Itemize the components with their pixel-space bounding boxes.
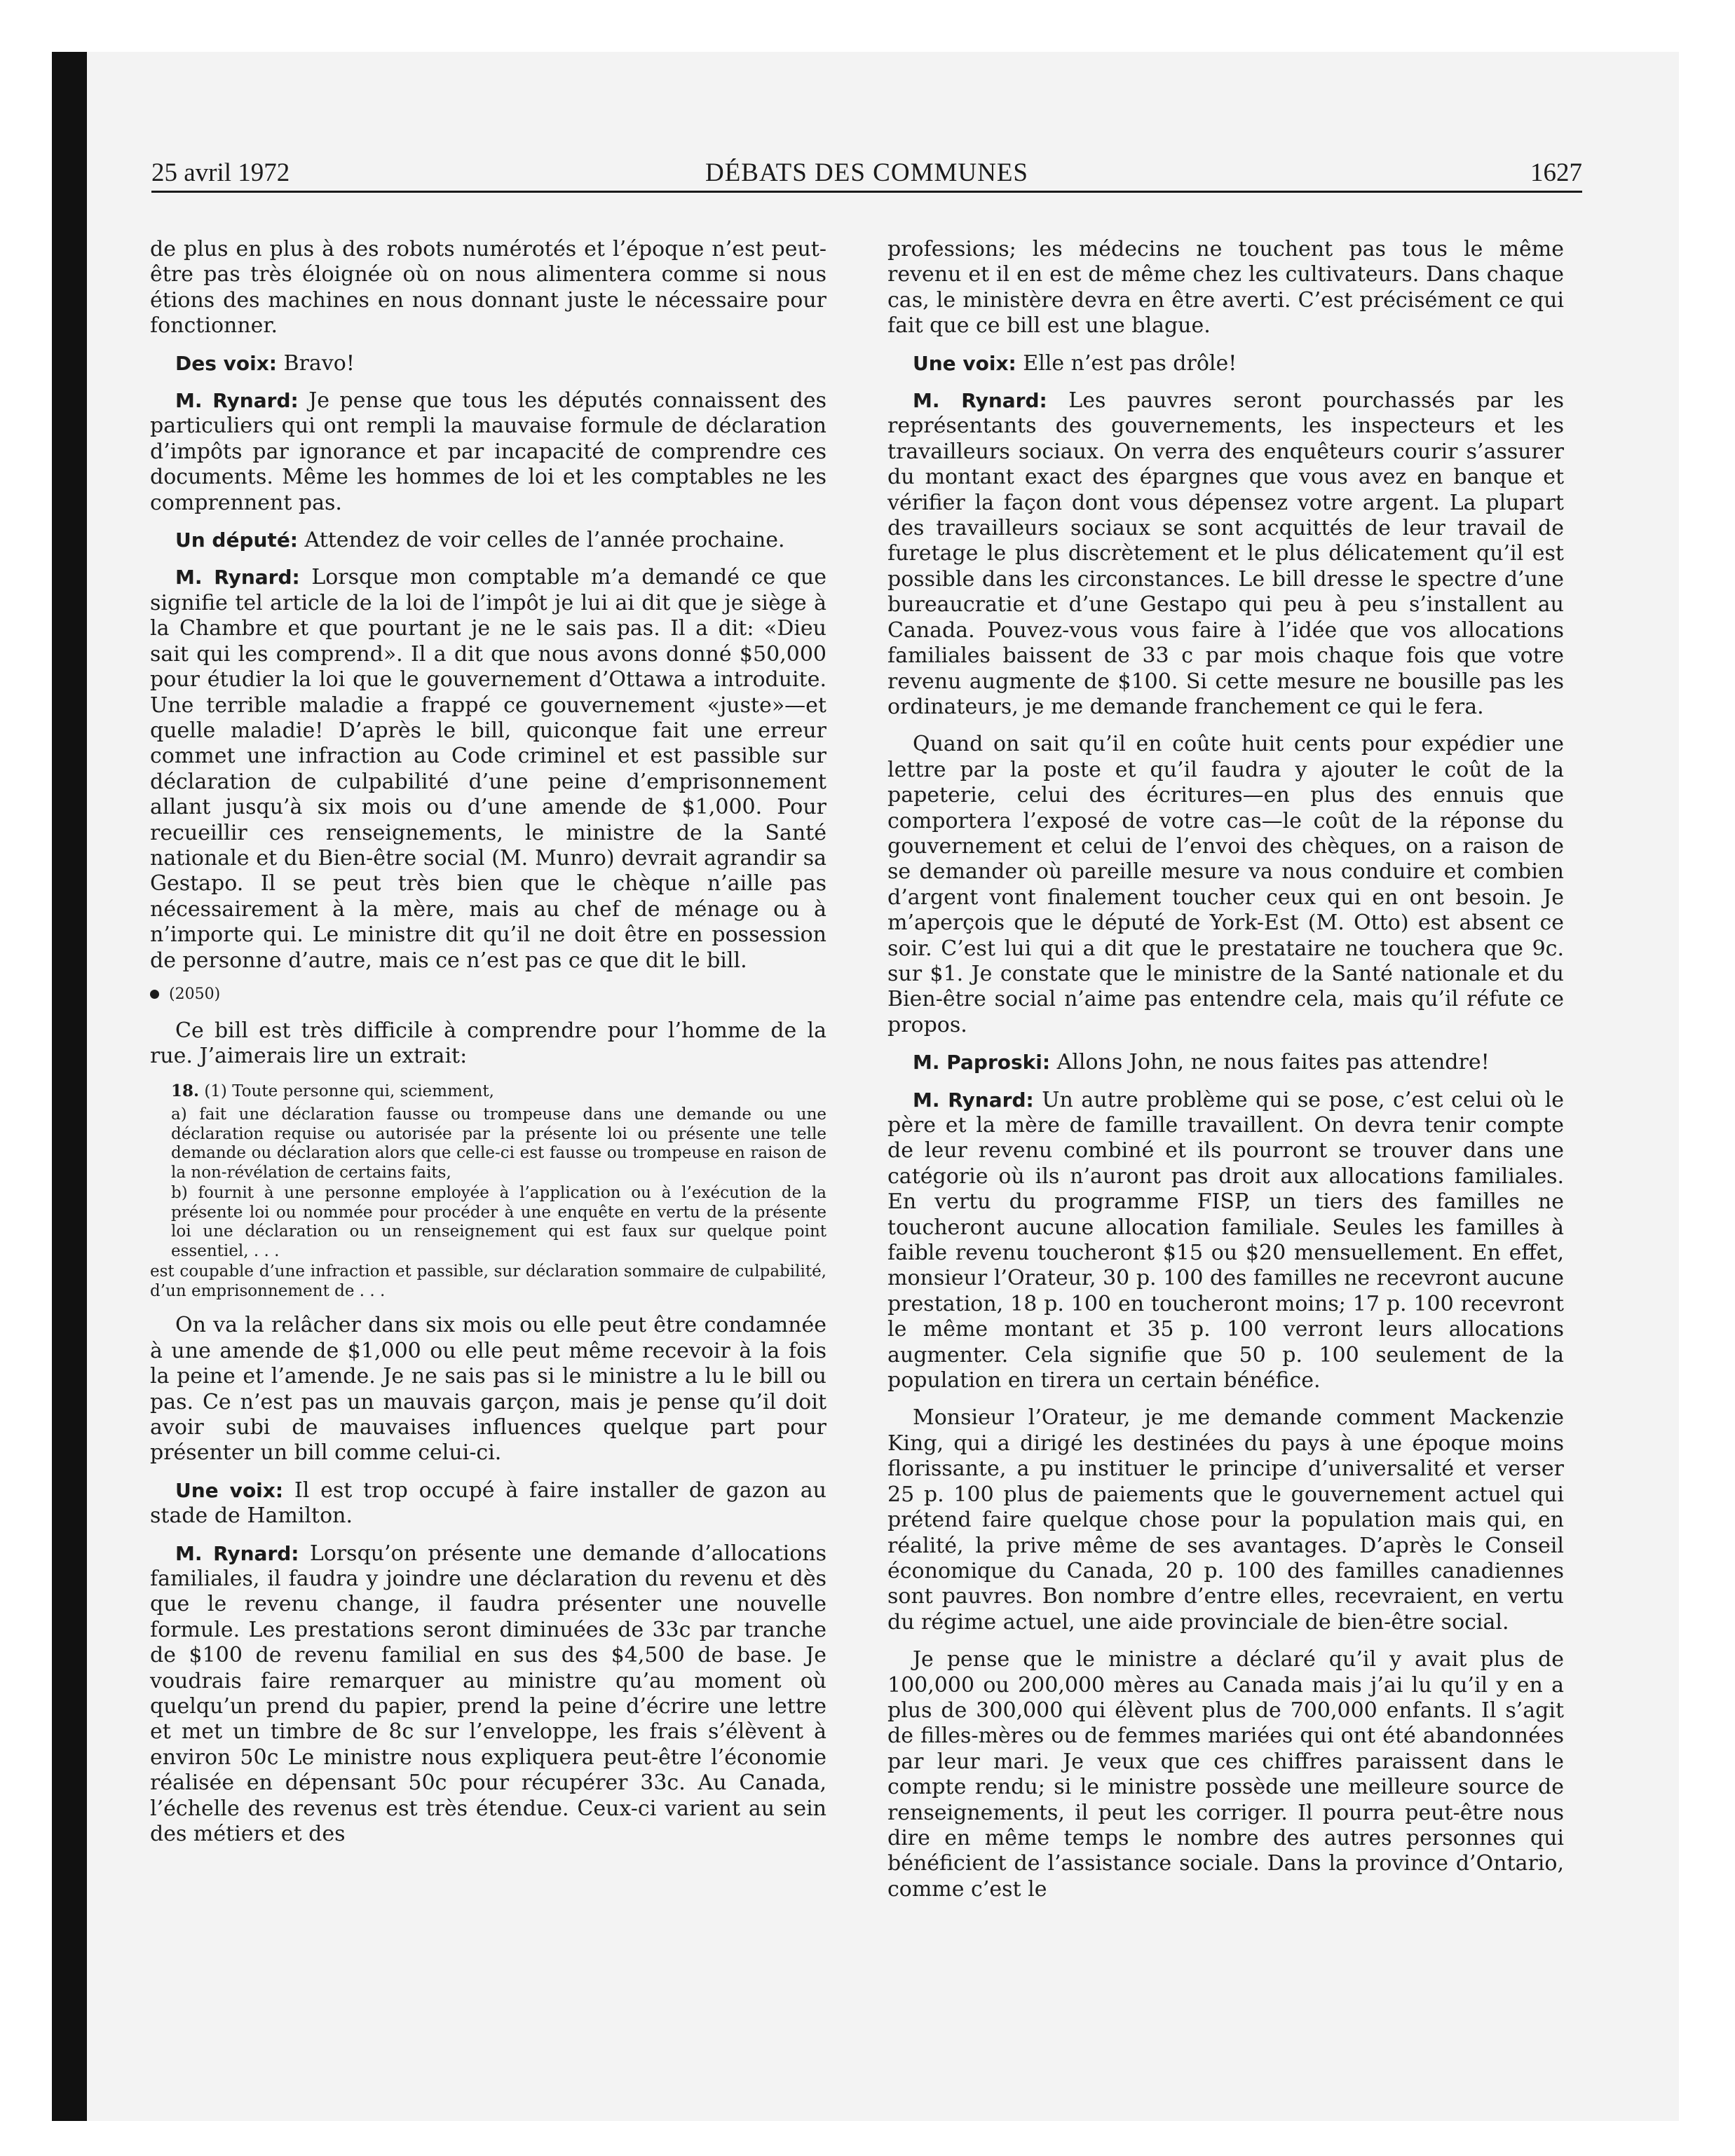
statute-quote bbox=[150, 1082, 826, 1302]
speech-text: Il est trop occupé à faire installer de gazon au stade de Hamilton. bbox=[150, 1478, 826, 1529]
paragraph: Quand on sait qu’il en coûte huit cents pour expédier une lettre par la poste et qu’il faudra y ajouter le coût de la papeterie, celui des écritures—en plus des ennuis que comportera l’exposé de votre cas—le coût de la réponse du gouvernement et celui de l’envoi des chèques, on a raison de se demander où pareille mesure va nous conduire et combien d’argent vont finalement toucher ceux qui en ont besoin. Je m’aperçois que le député de York-Est (M. Otto) est absent ce soir. C’est lui qui a dit que le prestataire ne touchera que 9c. sur $1. Je constate que le ministre de la Santé nationale et du Bien-être social n’aime pas entendre cela, mais qu’il réfute ce propos. bbox=[887, 732, 1564, 1037]
speech-paragraph bbox=[150, 351, 826, 376]
time-marker-text: (2050) bbox=[169, 985, 221, 1003]
quote-clause-a: a) fait une déclaration fausse ou trompeuse dans une demande ou une déclaration requise ou autorisée par la présente loi ou présente une telle demande ou déclaration alors que celle-ci est fausse ou trompeuse en raison de la non-révélation de certains faits, bbox=[171, 1105, 826, 1182]
right-column bbox=[887, 237, 1564, 1914]
speech-text: Lorsque mon comptable m’a demandé ce que signifie tel article de la loi de l’impôt je lui ai dit que je siège à la Chambre et que pourtant je ne le sais pas. Il a dit: «Dieu sait qui les comprend». Il a dit que nous avons donné $50,000 pour étudier la loi que le gouvernement d’Ottawa a introduite. Une terrible maladie a frappé ce gouvernement «juste»—et quelle maladie! D’après le bill, quiconque fait une erreur commet une infraction au Code criminel et est passible sur déclaration de culpabilité d’une peine d’emprisonnement allant jusqu’à six mois ou d’une amende de $1,000. Pour recueillir ces renseignements, le ministre de la Santé nationale et du Bien-être social (M. Munro) devrait agrandir sa Gestapo. Il se peut très bien que le chèque n’aille pas nécessairement à la mère, mais au chef de ménage ou à n’importe qui. Le ministre dit qu’il ne doit être en possession de personne d’autre, mais ce n’est pas ce que dit le bill. bbox=[150, 565, 826, 973]
document-page bbox=[87, 52, 1679, 2121]
header-title: DÉBATS DES COMMUNES bbox=[705, 158, 1028, 187]
speech-text: Les pauvres seront pourchassés par les représentants des gouvernements, les inspecteurs et les travailleurs sociaux. On verra des enquêteurs courir s’assurer du montant exact des épargnes que vous avez en banque et vérifier la façon dont vous dépensez votre argent. La plupart des travailleurs sociaux se sont acquittés de leur travail de furetage le plus discrètement et le plus délicatement qu’il est possible dans les circonstances. Le bill dresse le spectre d’une bureaucratie et d’une Gestapo qui peu à peu s’installent au Canada. Pouvez-vous vous faire à l’idée que vos allocations familiales baissent de 33 c par mois chaque fois que votre revenu augmente de $100. Si cette mesure ne bousille pas les ordinateurs, je me demande franchement ce qui le fera. bbox=[887, 388, 1564, 719]
speech-paragraph bbox=[150, 565, 826, 974]
speech-text: Bravo! bbox=[277, 350, 355, 376]
paragraph: Je pense que le ministre a déclaré qu’il y avait plus de 100,000 ou 200,000 mères au Canada mais j’ai lu qu’il y en a plus de 300,000 qui élèvent plus de 700,000 enfants. Il s’agit de filles-mères ou de femmes mariées qui ont été abandonnées par leur mari. Je veux que ces chiffres paraissent dans le compte rendu; si le ministre possède une meilleure source de renseignements, il peut les corriger. Il pourra peut-être nous dire en même temps le nombre des autres personnes qui bénéficient de l’assistance sociale. Dans la province d’Ontario, comme c’est le bbox=[887, 1647, 1564, 1902]
speech-paragraph bbox=[150, 1541, 826, 1848]
speech-text: Je pense que tous les députés connaissent des particuliers qui ont rempli la mauvaise formule de déclaration d’impôts par ignorance et par incapacité de comprendre ces documents. Même les hommes de loi et les comptables ne les comprennent pas. bbox=[150, 388, 826, 515]
header-page-number: 1627 bbox=[1530, 158, 1582, 187]
speech-text: Lorsqu’on présente une demande d’allocations familiales, il faudra y joindre une déclaration du revenu et dès que le revenu change, il faudra présenter une nouvelle formule. Les prestations seront diminuées de 33c par tranche de $100 de revenu familial en sus des $4,500 de base. Je voudrais faire remarquer au ministre qu’au moment où quelqu’un prend du papier, prend la peine d’écrire une lettre et met un timbre de 8c sur l’enveloppe, les frais s’élèvent à environ 50c Le ministre nous expliquera peut-être l’économie réalisée en dépensant 50c pour récupérer 33c. Au Canada, l’échelle des revenus est très étendue. Ceux-ci varient au sein des métiers et des bbox=[150, 1541, 826, 1846]
speaker-name: Un député: bbox=[175, 528, 298, 552]
paragraph: Ce bill est très difficile à comprendre pour l’homme de la rue. J’aimerais lire un extrait: bbox=[150, 1018, 826, 1069]
quote-intro bbox=[171, 1082, 826, 1102]
paragraph: de plus en plus à des robots numérotés et l’époque n’est peut-être pas très éloignée où on nous alimentera comme si nous étions des machines en nous donnant juste le nécessaire pour fonctionner. bbox=[150, 237, 826, 339]
speaker-name: M. Rynard: bbox=[175, 389, 299, 413]
speech-paragraph bbox=[887, 1050, 1564, 1075]
quote-clause-b: b) fournit à une personne employée à l’application ou à l’exécution de la présente loi ou nommée pour procéder à une enquête en vertu de la présente loi une déclaration ou un renseignement qui est faux sur quelque point essentiel, . . . bbox=[171, 1184, 826, 1260]
scan-edge-shadow bbox=[52, 52, 87, 2121]
quote-intro-text: (1) Toute personne qui, sciemment, bbox=[199, 1082, 494, 1100]
speech-paragraph bbox=[150, 528, 826, 553]
header-date: 25 avril 1972 bbox=[151, 158, 290, 187]
bullet-icon bbox=[150, 990, 159, 999]
speech-paragraph bbox=[150, 1478, 826, 1529]
speech-text: Un autre problème qui se pose, c’est celui où le père et la mère de famille travaillent. On devra tenir compte de leur revenu combiné et ils pourront se trouver dans une catégorie où ils n’auront pas droit aux allocations familiales. En vertu du programme FISP, un tiers des familles ne toucheront aucune allocation familiale. Seules les familles à faible revenu toucheront $15 ou $20 mensuellement. En effet, monsieur l’Orateur, 30 p. 100 des familles ne recevront aucune prestation, 18 p. 100 en toucheront moins; 17 p. 100 recevront le même montant et 35 p. 100 verront leurs allocations augmenter. Cela signifie que 50 p. 100 seulement de la population en tirera un certain bénéfice. bbox=[887, 1087, 1564, 1393]
speaker-name: Une voix: bbox=[913, 351, 1016, 375]
paragraph: On va la relâcher dans six mois ou elle peut être condamnée à une amende de $1,000 ou elle peut même recevoir à la fois la peine et l’amende. Je ne sais pas si le ministre a lu le bill ou pas. Ce n’est pas un mauvais garçon, mais je pense qu’il doit avoir subi de mauvaises influences quelque part pour présenter un bill comme celui-ci. bbox=[150, 1313, 826, 1466]
speaker-name: M. Rynard: bbox=[913, 389, 1047, 413]
speaker-name: M. Rynard: bbox=[175, 566, 300, 589]
speech-paragraph bbox=[887, 388, 1564, 720]
speaker-name: Des voix: bbox=[175, 351, 277, 375]
quote-tail: est coupable d’une infraction et passible, sur déclaration sommaire de culpabilité, d’un emprisonnement de . . . bbox=[150, 1262, 826, 1300]
speech-paragraph bbox=[887, 1088, 1564, 1394]
speech-paragraph bbox=[887, 351, 1564, 376]
speech-text: Attendez de voir celles de l’année prochaine. bbox=[298, 528, 785, 553]
quote-section-number: 18. bbox=[171, 1081, 200, 1100]
speaker-name: M. Paproski: bbox=[913, 1051, 1051, 1074]
left-column bbox=[150, 237, 826, 1859]
page-header bbox=[151, 150, 1582, 193]
speaker-name: Une voix: bbox=[175, 1478, 284, 1502]
paragraph: Monsieur l’Orateur, je me demande comment Mackenzie King, qui a dirigé les destinées du pays à une époque moins florissante, a pu instituer le principe d’universalité et verser 25 p. 100 plus de paiements que le gouvernement actuel qui prétend faire quelque chose pour la population mais qui, en réalité, la prive même de ses avantages. D’après le Conseil économique du Canada, 20 p. 100 des familles canadiennes sont pauvres. Bon nombre d’entre elles, recevraient, en vertu du régime actuel, une aide provinciale de bien-être social. bbox=[887, 1405, 1564, 1635]
speech-paragraph bbox=[150, 388, 826, 516]
time-marker bbox=[150, 985, 826, 1003]
speaker-name: M. Rynard: bbox=[175, 1541, 299, 1565]
paragraph: professions; les médecins ne touchent pas tous le même revenu et il en est de même chez les cultivateurs. Dans chaque cas, le ministère devra en être averti. C’est précisément ce qui fait que ce bill est une blague. bbox=[887, 237, 1564, 339]
speaker-name: M. Rynard: bbox=[913, 1088, 1034, 1112]
speech-text: Allons John, ne nous faites pas attendre! bbox=[1050, 1050, 1490, 1075]
speech-text: Elle n’est pas drôle! bbox=[1016, 350, 1237, 376]
